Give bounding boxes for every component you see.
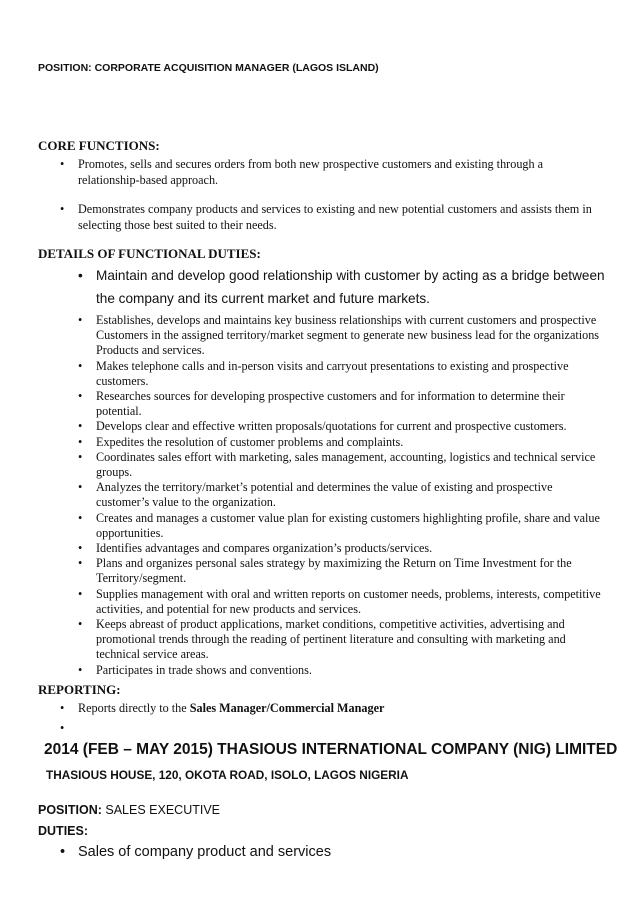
- bullet: •: [78, 510, 83, 525]
- list-item: • Participates in trade shows and conventions.: [78, 662, 312, 677]
- bullet: •: [78, 586, 83, 601]
- reporting-list: [60, 700, 385, 736]
- bullet: •: [78, 617, 83, 632]
- position-title: POSITION: CORPORATE ACQUISITION MANAGER (LAGOS ISLAND): [38, 62, 379, 74]
- bullet: •: [60, 721, 65, 735]
- list-item: • Develops clear and effective written proposals/quotations for current and prospective customers.: [78, 419, 567, 434]
- bullet: •: [78, 541, 83, 556]
- list-item: • Expedites the resolution of customer problems and complaints.: [78, 434, 404, 449]
- list-item: • Coordinates sales effort with marketing, sales management, accounting, logistics and technical service groups.: [78, 449, 596, 480]
- functional-duties-list: [78, 264, 606, 678]
- position-value: SALES EXECUTIVE: [101, 803, 221, 817]
- company-address: THASIOUS HOUSE, 120, OKOTA ROAD, ISOLO, LAGOS NIGERIA: [46, 768, 409, 782]
- position-label: POSITION:: [38, 803, 102, 817]
- bullet: •: [60, 202, 65, 216]
- company-heading: 2014 (FEB – MAY 2015) THASIOUS INTERNATIONAL COMPANY (NIG) LIMITED: [44, 741, 618, 758]
- bullet: •: [60, 844, 66, 860]
- bullet: •: [78, 556, 83, 571]
- core-functions-list: [60, 156, 603, 233]
- core-functions-heading: CORE FUNCTIONS:: [38, 138, 160, 153]
- bullet: •: [78, 358, 83, 373]
- bullet: •: [60, 157, 65, 171]
- list-item: • Establishes, develops and maintains key business relationships with current customers and prospective Customers in the assigned territory/market segment to generate new business lead for the organizations Products and services.: [78, 313, 600, 358]
- list-item: • Demonstrates company products and services to existing and new potential customers and assists them in selecting those best suited to their needs.: [60, 202, 592, 232]
- list-item: • Analyzes the territory/market’s potential and determines the value of existing and prospective customer’s value to the organization.: [78, 480, 553, 510]
- functional-duties-heading: DETAILS OF FUNCTIONAL DUTIES:: [38, 246, 261, 261]
- list-item: • Researches sources for developing prospective customers and for information to determine their potential.: [78, 389, 565, 419]
- list-item: • Creates and manages a customer value plan for existing customers highlighting profile, share and value opportunities.: [78, 510, 600, 540]
- list-item: • Keeps abreast of product applications, market conditions, competitive activities, advertising and promotional trends through the reading of pertinent literature and consulting with marketing and technical service areas.: [78, 617, 566, 662]
- reporting-heading: REPORTING:: [38, 682, 121, 697]
- list-item: • Identifies advantages and compares organization’s products/services.: [78, 541, 433, 556]
- list-item: • Sales of company product and services: [60, 844, 332, 860]
- list-item: • Supplies management with oral and written reports on customer needs, problems, interests, competitive activities, and potential for new products and services.: [78, 586, 601, 616]
- bullet: •: [78, 434, 83, 449]
- bullet: •: [78, 389, 83, 404]
- list-item: • Reports directly to the Sales Manager/Commercial Manager: [60, 701, 385, 715]
- bullet: •: [78, 268, 83, 283]
- duties-list: [60, 842, 332, 862]
- position-line-2: [38, 803, 220, 817]
- duties-heading: DUTIES:: [38, 824, 88, 838]
- list-item: • Makes telephone calls and in-person visits and carryout presentations to existing and prospective customers.: [78, 358, 569, 388]
- list-item: • Maintain and develop good relationship with customer by acting as a bridge between the company and its current market and future markets.: [96, 264, 606, 310]
- reporting-manager: Sales Manager/Commercial Manager: [189, 701, 385, 715]
- bullet: •: [60, 701, 65, 715]
- bullet: •: [78, 419, 83, 434]
- bullet: •: [78, 662, 83, 677]
- bullet: •: [78, 449, 83, 464]
- list-item: • Promotes, sells and secures orders from both new prospective customers and existing through a relationship-based approach.: [60, 157, 544, 187]
- bullet: •: [78, 480, 83, 495]
- list-item: • Plans and organizes personal sales strategy by maximizing the Return on Time Investment for the Territory/segment.: [78, 556, 572, 586]
- list-item-empty: [60, 720, 384, 736]
- bullet: •: [78, 313, 83, 327]
